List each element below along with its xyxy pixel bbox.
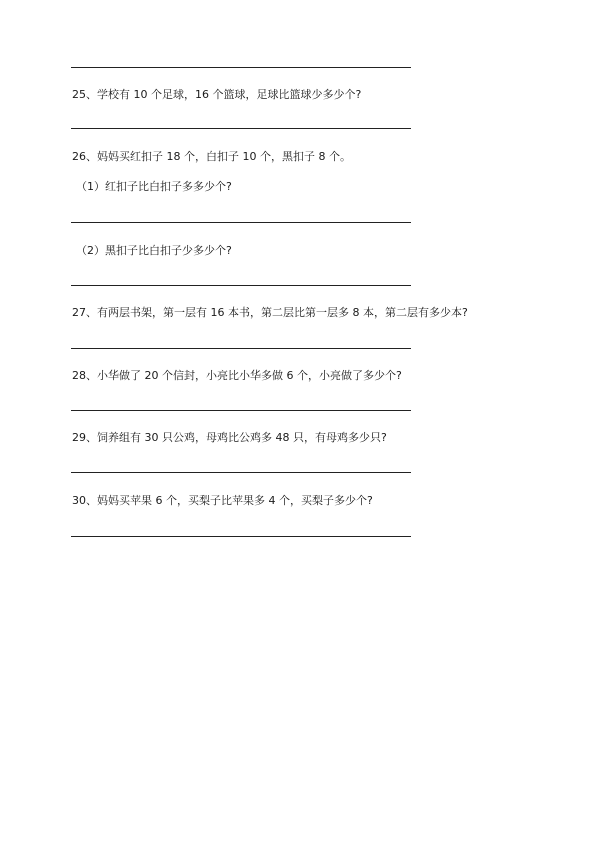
question-26: 26、妈妈买红扣子 18 个，白扣子 10 个，黑扣子 8 个。: [72, 150, 351, 163]
answer-line: [71, 128, 411, 129]
question-26-part-1: （1）红扣子比白扣子多多少个?: [76, 180, 232, 193]
question-28: 28、小华做了 20 个信封，小亮比小华多做 6 个，小亮做了多少个?: [72, 369, 402, 382]
question-30: 30、妈妈买苹果 6 个，买梨子比苹果多 4 个，买梨子多少个?: [72, 494, 373, 507]
answer-line: [71, 67, 411, 68]
answer-line: [71, 410, 411, 411]
answer-line: [71, 348, 411, 349]
question-25: 25、学校有 10 个足球，16 个篮球，足球比篮球少多少个?: [72, 88, 362, 101]
question-29: 29、饲养组有 30 只公鸡，母鸡比公鸡多 48 只，有母鸡多少只?: [72, 431, 387, 444]
question-27: 27、有两层书架，第一层有 16 本书，第二层比第一层多 8 本，第二层有多少本?: [72, 306, 468, 319]
answer-line: [71, 536, 411, 537]
answer-line: [71, 472, 411, 473]
answer-line: [71, 222, 411, 223]
answer-line: [71, 285, 411, 286]
question-26-part-2: （2）黑扣子比白扣子少多少个?: [76, 244, 232, 257]
